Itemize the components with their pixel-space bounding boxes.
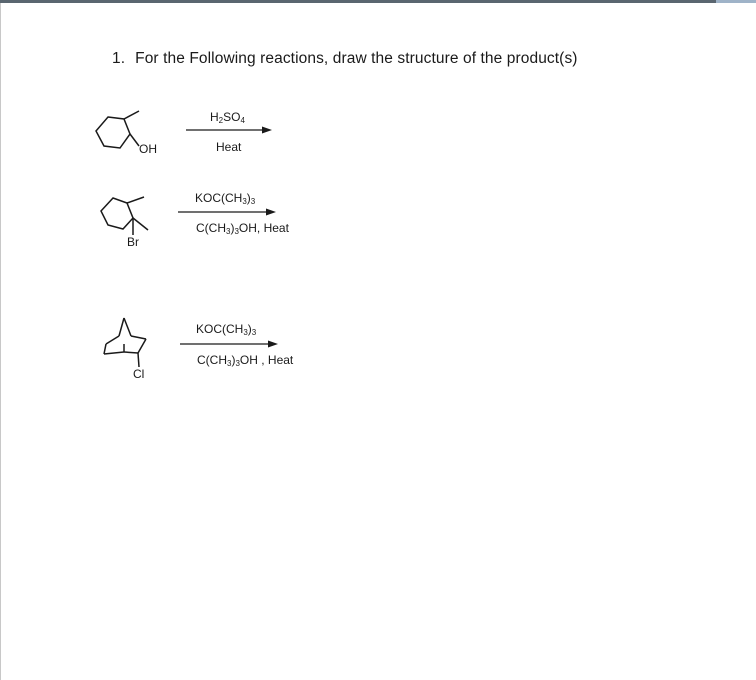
reactant-2-structure (101, 197, 148, 235)
question-text: For the Following reactions, draw the structure of the product(s) (135, 50, 578, 67)
reactant-2-substituent-label: Br (127, 235, 139, 249)
question-number: 1. (112, 50, 126, 67)
reactant-1-structure (96, 111, 139, 148)
reaction-3-reagent-above: $KOC(CH_3)_3$ (196, 322, 257, 337)
reactant-3-structure (104, 318, 146, 367)
reaction-3-reagent-below: $C(CH_3)_3OH$ , Heat (197, 353, 294, 368)
reactant-1-substituent-label: OH (139, 142, 157, 156)
reaction-3-arrow (180, 341, 278, 348)
reaction-1-reagent-above: $H_2SO_4$ (210, 110, 245, 125)
reaction-1-arrow (186, 127, 272, 134)
reaction-1-reagent-below: Heat (216, 140, 242, 154)
reaction-2-reagent-above: $KOC(CH_3)_3$ (195, 191, 256, 206)
reaction-2-arrow (178, 209, 276, 216)
reactant-3-substituent-label: Cl (133, 367, 145, 381)
reaction-2-reagent-below: $C(CH_3)_3OH$, Heat (196, 221, 289, 236)
